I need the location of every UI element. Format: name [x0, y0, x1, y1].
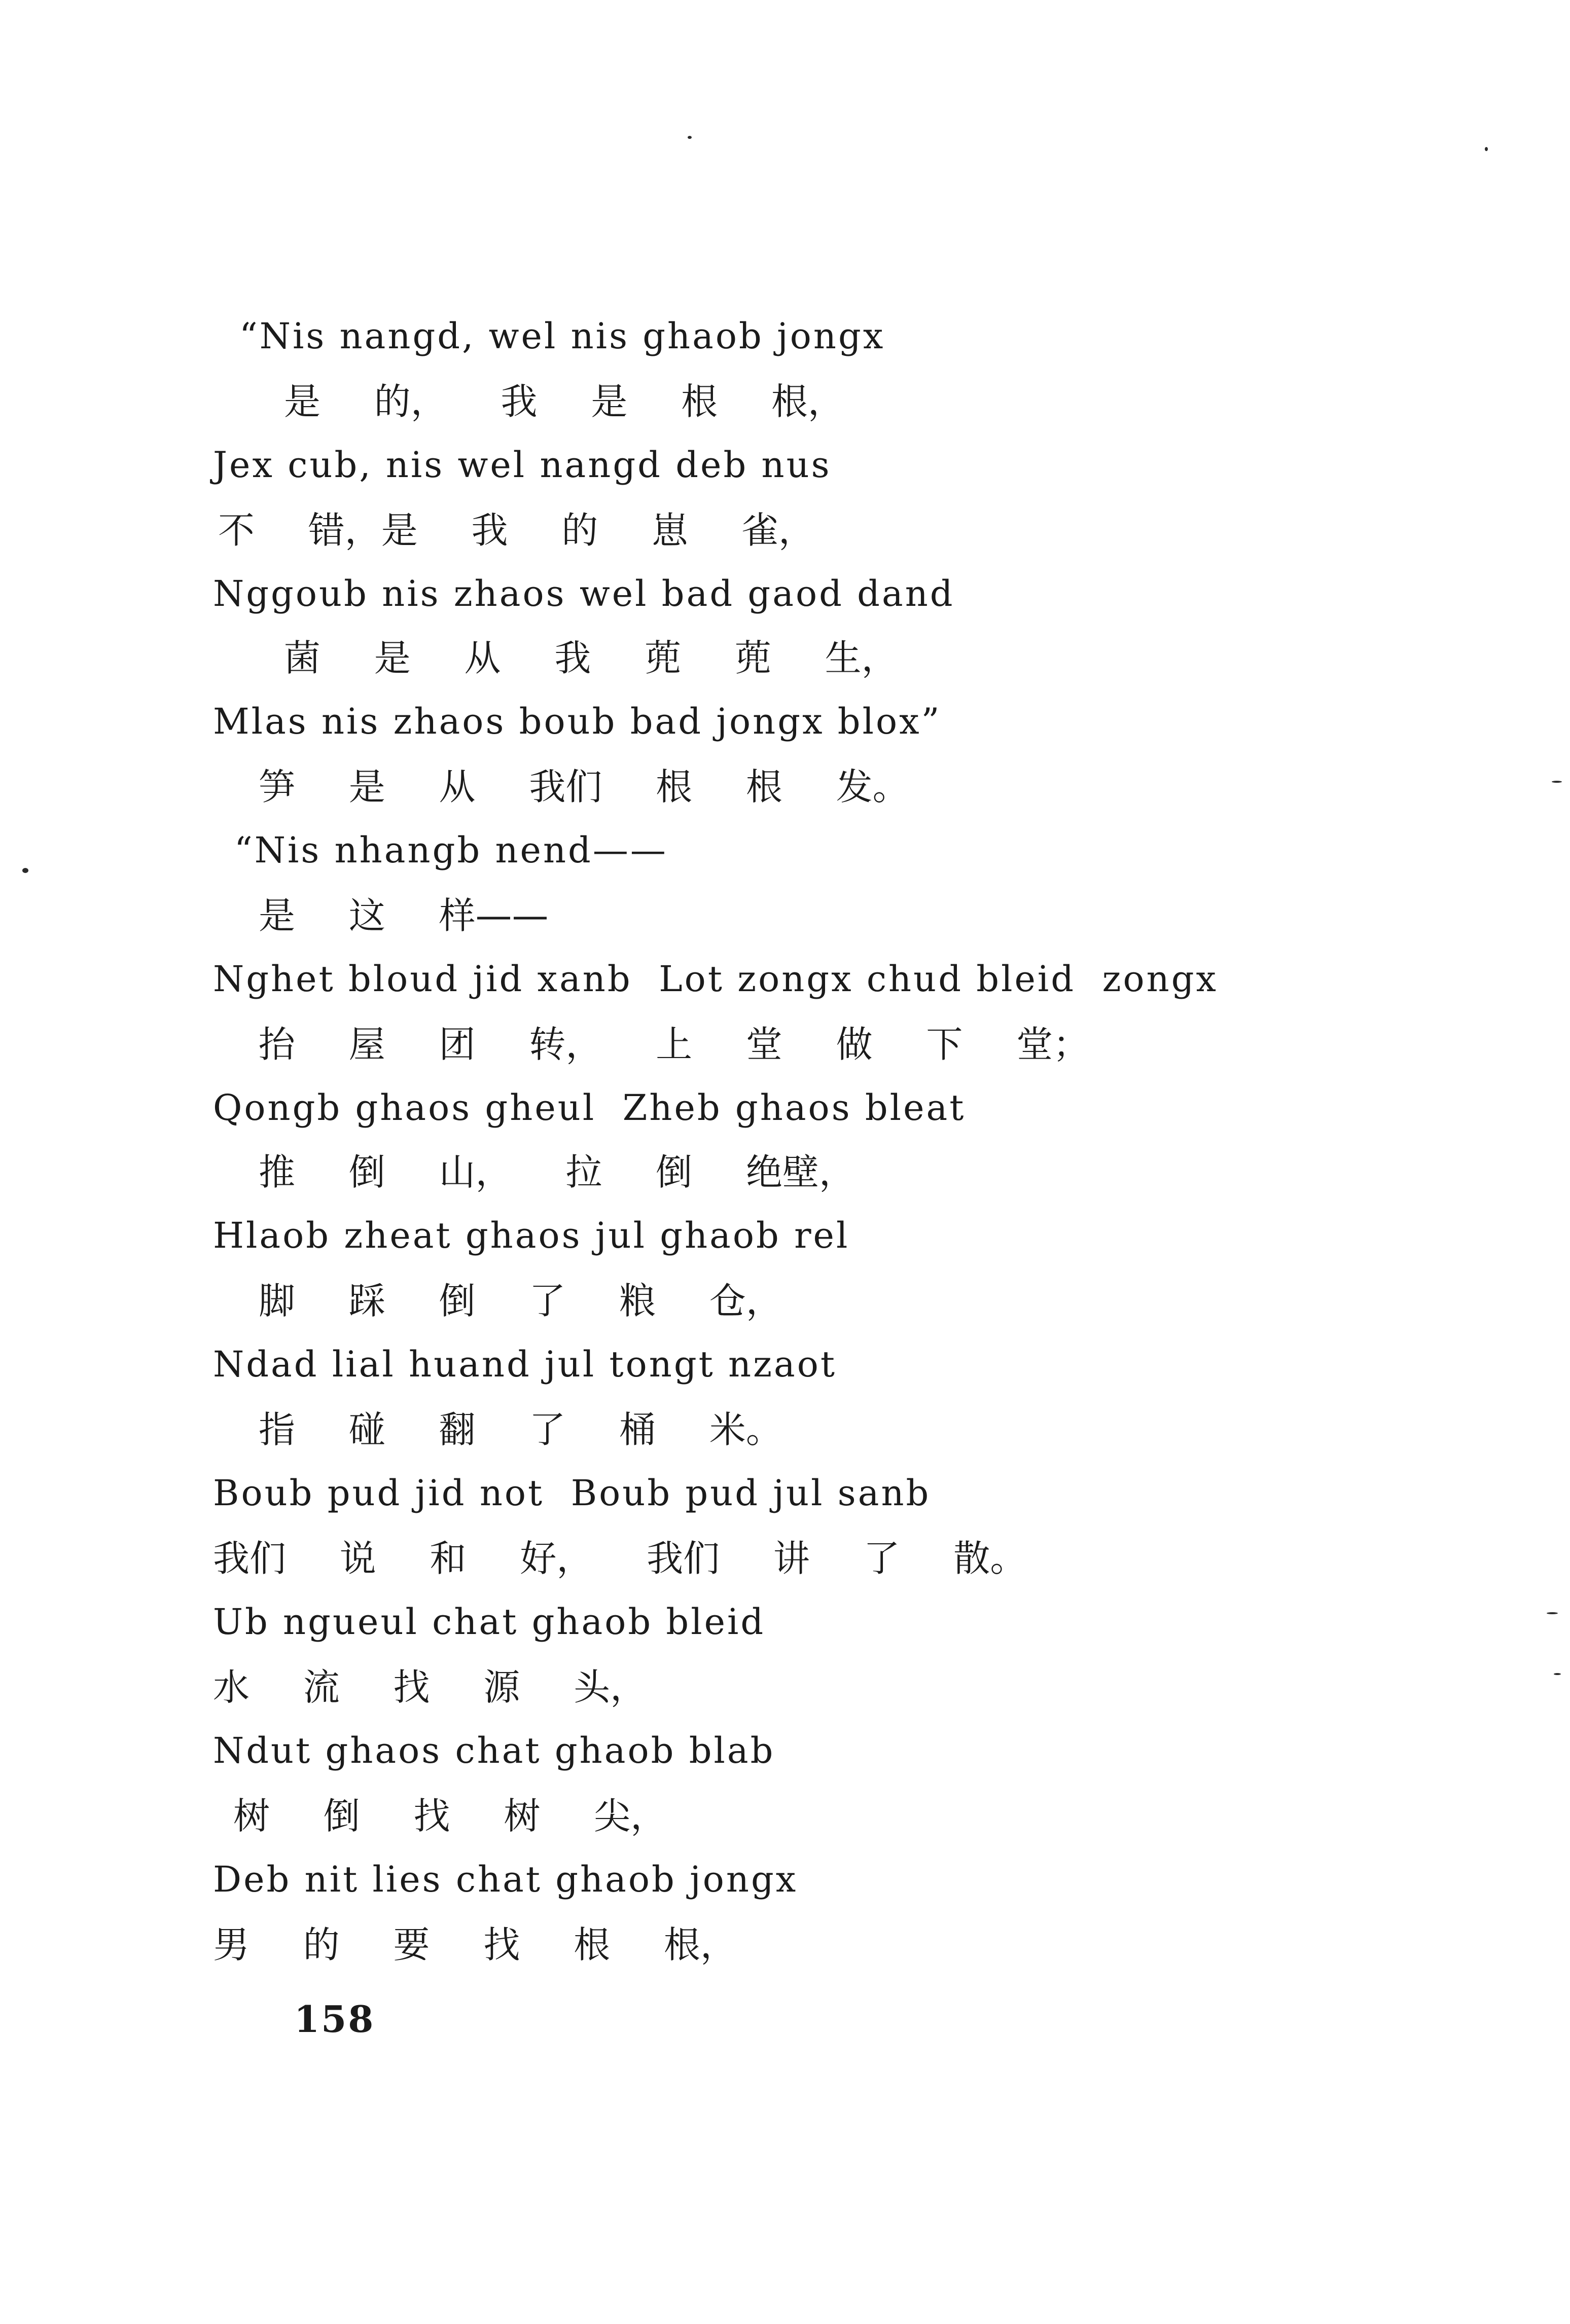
chinese-line: 脚 踩 倒 了 粮 仓，: [259, 1280, 782, 1322]
chinese-line: 是 的， 我 是 根 根，: [284, 380, 844, 423]
miao-line: Mlas nis zhaos boub bad jongx blox”: [213, 701, 942, 742]
chinese-line: 不 错，是 我 的 崽 雀，: [218, 509, 815, 552]
chinese-line: 树 倒 找 树 尖，: [233, 1795, 667, 1837]
miao-line: “Nis nhangb nend——: [234, 829, 668, 871]
chinese-line: 我们 说 和 好， 我们 讲 了 散。: [213, 1537, 1027, 1580]
miao-line: Ub ngueul chat ghaob bleid: [213, 1601, 766, 1643]
scan-speck: [1554, 1673, 1561, 1675]
chinese-line: 指 碰 翻 了 桶 米。: [259, 1408, 782, 1451]
page-number: 158: [294, 1998, 375, 2041]
scan-speck: [1485, 147, 1488, 151]
miao-line: Hlaob zheat ghaos jul ghaob rel: [213, 1215, 850, 1256]
chinese-line: 男 的 要 找 根 根，: [213, 1923, 737, 1966]
scan-speck: [688, 136, 692, 139]
miao-line: “Nis nangd, wel nis ghaob jongx: [239, 315, 885, 357]
chinese-line: 笋 是 从 我们 根 根 发。: [259, 766, 909, 808]
scan-speck: [1552, 781, 1562, 783]
scan-speck: [22, 868, 28, 873]
miao-line: Nggoub nis zhaos wel bad gaod dand: [213, 573, 955, 614]
miao-line: Qongb ghaos gheul Zheb ghaos bleat: [213, 1087, 966, 1129]
chinese-line: 是 这 样——: [259, 894, 549, 937]
miao-line: Nghet bloud jid xanb Lot zongx chud bleid zongx: [213, 958, 1218, 1000]
chinese-line: 水 流 找 源 头，: [213, 1666, 647, 1709]
miao-line: Deb nit lies chat ghaob jongx: [213, 1859, 798, 1900]
chinese-line: 抬 屋 团 转， 上 堂 做 下 堂；: [259, 1023, 1090, 1066]
miao-line: Ndut ghaos chat ghaob blab: [213, 1730, 775, 1771]
miao-line: Jex cub, nis wel nangd deb nus: [213, 444, 832, 486]
scan-speck: [1547, 1612, 1558, 1614]
miao-line: Ndad lial huand jul tongt nzaot: [213, 1343, 837, 1385]
miao-line: Boub pud jid not Boub pud jul sanb: [213, 1472, 931, 1514]
chinese-line: 菌 是 从 我 蔸 蔸 生，: [284, 637, 898, 679]
chinese-line: 推 倒 山， 拉 倒 绝壁，: [259, 1151, 855, 1193]
